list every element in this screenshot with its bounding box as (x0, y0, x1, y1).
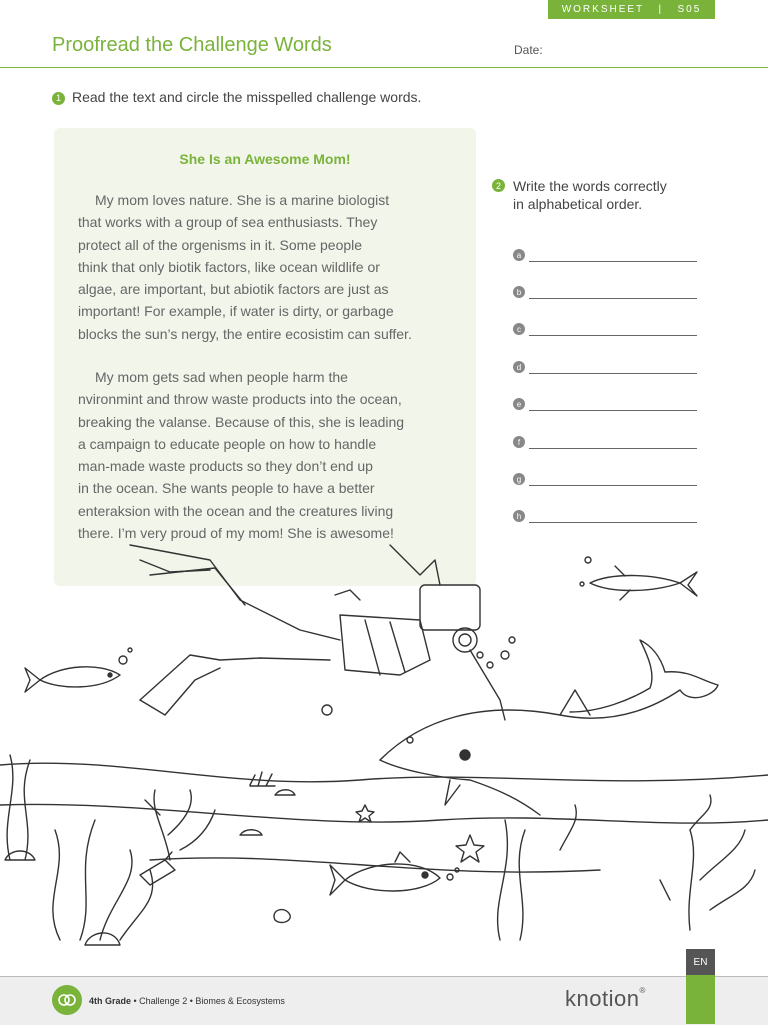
step-number-2: 2 (492, 179, 505, 192)
answer-letter: g (513, 473, 525, 485)
registered-mark: ® (639, 986, 646, 995)
badge-code: S05 (677, 4, 702, 15)
worksheet-badge (548, 0, 715, 19)
dolphin-icon (380, 640, 718, 815)
answer-line-e[interactable] (513, 397, 697, 411)
story-title: She Is an Awesome Mom! (179, 151, 351, 167)
anemone-icon (250, 772, 275, 786)
starfish-icon (456, 835, 484, 862)
sea-floor-line (150, 858, 600, 872)
story-panel (54, 128, 476, 586)
instruction-1-text: Read the text and circle the misspelled challenge words. (72, 89, 422, 105)
story-line: nvironmint and throw waste products into the ocean, (78, 391, 402, 408)
story-paragraph-1 (78, 189, 458, 345)
badge-label: WORKSHEET (561, 4, 645, 15)
answer-line-h[interactable] (513, 509, 697, 523)
story-line: enteraksion with the ocean and the creatures living (78, 502, 394, 519)
story-line: man-made waste products so they don’t end up (78, 458, 373, 475)
shark-icon (580, 557, 697, 600)
sea-floor-line (0, 804, 768, 823)
story-line: breaking the valanse. Because of this, she is leading (78, 413, 405, 430)
instruction-2 (492, 177, 712, 213)
brand-wordmark (565, 986, 646, 1012)
badge-separator: | (658, 4, 664, 15)
rock-icon (85, 933, 120, 945)
story-line: there. I’m very proud of my mom! She is awesome! (78, 525, 394, 542)
answer-letter: c (513, 323, 525, 335)
knotion-logo-icon (52, 985, 82, 1015)
story-line: important! For example, if water is dirty, or garbage (78, 303, 394, 320)
answer-line-b[interactable] (513, 285, 697, 299)
date-label: Date: (514, 43, 543, 57)
footer-accent-tab (686, 975, 715, 1024)
diver-icon (130, 545, 515, 720)
rock-icon (275, 790, 295, 795)
page-title: Proofread the Challenge Words (52, 34, 332, 56)
instruction-2-line-1: Write the words correctly (513, 178, 667, 194)
answer-letter: a (513, 249, 525, 261)
fish-icon (330, 852, 459, 895)
answer-letter: h (513, 510, 525, 522)
story-line: My mom gets sad when people harm the (95, 369, 348, 385)
story-line: in the ocean. She wants people to have a better (78, 480, 375, 497)
answer-letter: b (513, 286, 525, 298)
answer-letter: f (513, 436, 525, 448)
brand-name: knotion (565, 986, 640, 1011)
story-line: blocks the sun’s nergy, the entire ecosistim can suffer. (78, 325, 412, 342)
rock-icon (240, 830, 262, 835)
story-line: My mom loves nature. She is a marine biologist (95, 192, 390, 208)
footer-challenge: • Challenge 2 • Biomes & Ecosystems (131, 996, 285, 1006)
starfish-icon (356, 805, 374, 822)
seaweed-icon (7, 755, 153, 940)
story-line: protect all of the orgenisms in it. Some people (78, 236, 363, 253)
ocean-illustration (0, 540, 768, 975)
footer-grade: 4th Grade (89, 996, 132, 1006)
story-line: a campaign to educate people on how to handle (78, 435, 377, 452)
answer-line-c[interactable] (513, 322, 697, 336)
story-line: think that only biotik factors, like ocean wildlife or (78, 258, 380, 275)
shell-icon (274, 910, 290, 923)
coral-icon (145, 790, 215, 860)
answer-line-f[interactable] (513, 435, 697, 449)
instruction-1 (52, 89, 421, 105)
step-number-1: 1 (52, 92, 65, 105)
instruction-2-line-2: in alphabetical order. (513, 196, 643, 212)
footer-course-info (89, 996, 285, 1006)
answer-line-d[interactable] (513, 360, 697, 374)
answer-letter: d (513, 361, 525, 373)
story-line: algae, are important, but abiotik factors are just as (78, 281, 389, 298)
header-divider (0, 67, 768, 68)
answer-letter: e (513, 398, 525, 410)
fish-icon (25, 648, 132, 692)
answer-line-g[interactable] (513, 472, 697, 486)
story-paragraph-2 (78, 366, 458, 544)
sea-floor-line (0, 763, 768, 782)
story-line: that works with a group of sea enthusiasts. They (78, 214, 378, 231)
coral-icon (660, 795, 755, 930)
language-tab: EN (686, 949, 715, 975)
answer-line-a[interactable] (513, 248, 697, 262)
